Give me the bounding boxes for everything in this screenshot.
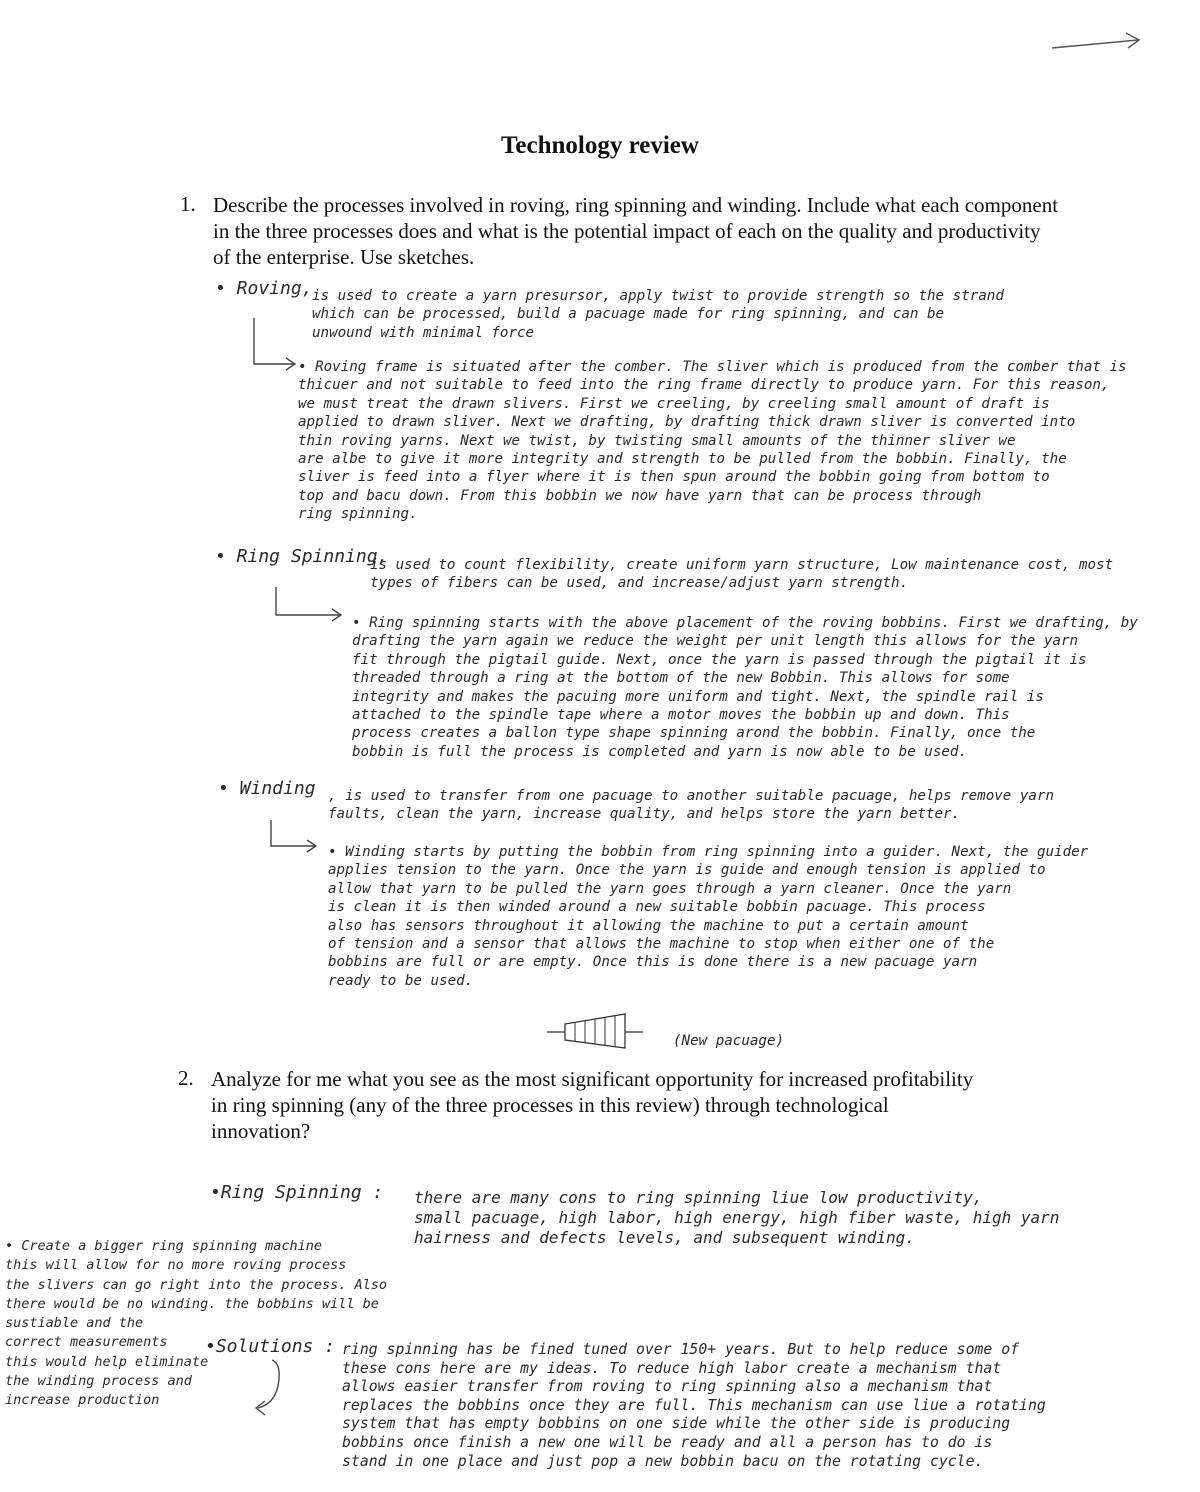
ring-spinning-summary: is used to count flexibility, create uniform yarn structure, Low maintenance cost, most types of fibers can be used, and increase/adjust yarn strength. bbox=[370, 557, 1114, 592]
ring-spinning-detail: • Ring spinning starts with the above placement of the roving bobbins. First we drafting, by drafting the yarn again we reduce the weight per unit length this allows for the yarn fit through the pigtail guide. Next, once the yarn is passed through the pigtail it is threaded through a ring at the bottom of the new Bobbin. This allows for some integrity and makes the pacuing more uniform and tight. Next, the spindle rail is attached to the spindle tape where a motor moves the bobbin up and down. This process creates a ballon type shape spinning arond the bobbin. Finally, once the bobbin is full the process is completed and yarn is now able to be used. bbox=[352, 615, 1138, 760]
question-1-text: Describe the processes involved in roving, ring spinning and winding. Include what each component in the three processes does and what is the potential impact of each on the quality and productivity of the enterprise. Use sketches. bbox=[213, 193, 1059, 269]
bent-arrow-icon bbox=[250, 316, 300, 376]
side-note: • Create a bigger ring spinning machine this will allow for no more roving process the slivers can go right into the process. Also there would be no winding. the bobbins will be sustiable and the correct measurements this would help eliminate the winding process and increase production bbox=[5, 1238, 388, 1409]
question-1-number: 1. bbox=[180, 192, 196, 216]
roving-detail: • Roving frame is situated after the comber. The sliver which is produced from the comber that is thicuer and not suitable to feed into the ring frame directly to produce yarn. For this reason, we must treat the drawn slivers. First we creeling, by creeling small amount of draft is applied to drawn sliver. Next we drafting, by drafting thick drawn sliver is converted into thin roving yarns. Next we twist, by twisting small amounts of the thinner sliver we are albe to give it more integrity and strength to be pulled from the bobbin. Finally, the sliver is feed into a flyer where it is then spun around the bobbin going from bottom to top and bacu down. From this bobbin we now have yarn that can be process through ring spinning. bbox=[298, 359, 1127, 523]
ring-spinning-cons-label: •Ring Spinning : bbox=[210, 1182, 384, 1203]
ring-spinning-cons-text: there are many cons to ring spinning liue low productivity, small pacuage, high labor, high energy, high fiber waste, high yarn hairness and defects levels, and subsequent winding. bbox=[414, 1188, 1060, 1247]
ring-spinning-label: • Ring Spinning, bbox=[215, 546, 389, 567]
bobbin-package-sketch-icon bbox=[545, 1008, 645, 1052]
sketch-caption: (New pacuage) bbox=[673, 1033, 785, 1049]
roving-label: • Roving, bbox=[215, 278, 313, 299]
bent-arrow-icon bbox=[248, 1358, 288, 1420]
arrow-right-icon bbox=[1050, 30, 1150, 60]
bent-arrow-icon bbox=[265, 818, 325, 858]
question-2-text: Analyze for me what you see as the most significant opportunity for increased profitability in ring spinning (any of the three processes in this review) through technological innovation? bbox=[211, 1067, 974, 1143]
page-title: Technology review bbox=[501, 132, 699, 159]
winding-summary: , is used to transfer from one pacuage to another suitable pacuage, helps remove yarn faults, clean the yarn, increase quality, and helps store the yarn better. bbox=[328, 788, 1055, 823]
roving-summary: is used to create a yarn presursor, apply twist to provide strength so the strand which can be processed, build a pacuage made for ring spinning, and can be unwound with minimal force bbox=[312, 288, 1004, 341]
question-2-number: 2. bbox=[178, 1066, 194, 1090]
solutions-text: ring spinning has be fined tuned over 150+ years. But to help reduce some of these cons here are my ideas. To reduce high labor create a mechanism that allows easier transfer from roving to ring spinning also a mechanism that replaces the bobbins once they are full. This mechanism can use liue a rotating system that has empty bobbins on one side while the other side is producing bobbins once finish a new one will be ready and all a person has to do is stand in one place and just pop a new bobbin bacu on the rotating cycle. bbox=[342, 1341, 1046, 1470]
bent-arrow-icon bbox=[270, 585, 350, 625]
winding-detail: • Winding starts by putting the bobbin from ring spinning into a guider. Next, the guider applies tension to the yarn. Once the yarn is guide and enough tension is applied to allow that yarn to be pulled the yarn goes through a yarn cleaner. Once the yarn is clean it is then winded around a new suitable bobbin pacuage. This process also has sensors throughout it allowing the machine to put a certain amount of tension and a sensor that allows the machine to stop when either one of the bobbins are full or are empty. Once this is done there is a new pacuage yarn ready to be used. bbox=[328, 844, 1089, 989]
solutions-label: •Solutions : bbox=[205, 1336, 336, 1357]
winding-label: • Winding bbox=[218, 778, 316, 799]
